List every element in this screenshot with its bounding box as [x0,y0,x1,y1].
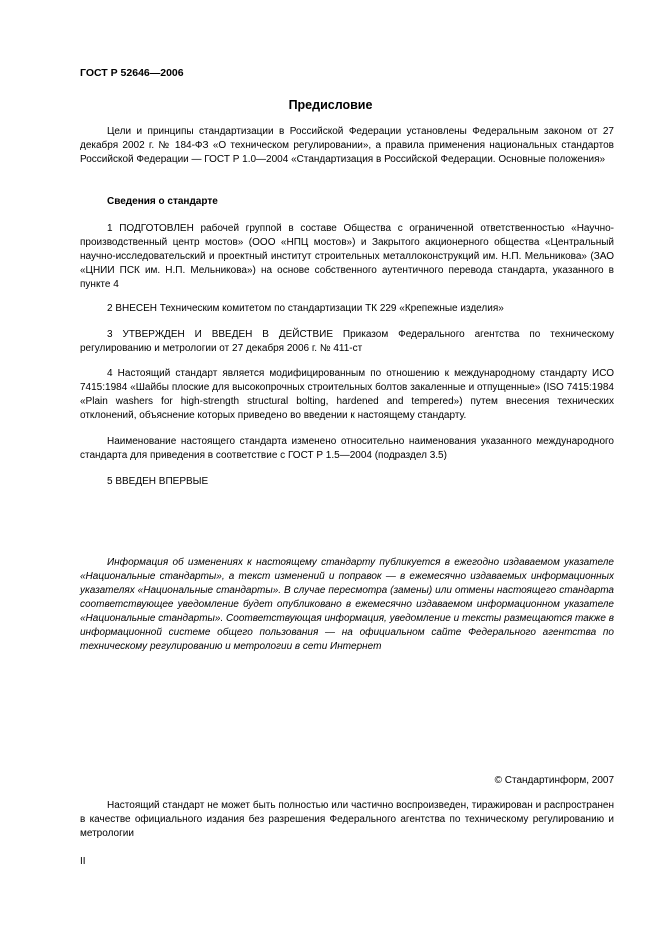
item-5-paragraph: 5 ВВЕДЕН ВПЕРВЫЕ [107,476,209,487]
item-4-note-paragraph: Наименование настоящего стандарта изменено относительно наименования указанного международного стандарта для приведения в соответствие с ГОСТ Р 1.5—2004 (подраздел 3.5) [80,436,614,461]
page-number: II [80,856,86,867]
intro-paragraph: Цели и принципы стандартизации в Российской Федерации установлены Федеральным законом от 27 декабря 2002 г. № 184-ФЗ «О техническом регулировании», а правила применения национальных стандартов Российской Федерации — ГОСТ Р 1.0—2004 «Стандартизация в Российской Федерации. Основные положения» [80,126,614,165]
reproduction-notice: Настоящий стандарт не может быть полностью или частично воспроизведен, тиражирован и распространен в качестве официального издания без разрешения Федерального агентства по техническому регулированию и метрологии [80,800,614,839]
item-4-paragraph: 4 Настоящий стандарт является модифицированным по отношению к международному стандарту ИСО 7415:1984 «Шайбы плоские для высокопрочных строительных болтов закаленные и отпущенные» (ISO 7415:1984 «Plain washers for high-strength structural bolting, hardened and tempered») путем внесения технических отклонений, объяснение которых приведено во введении к настоящему стандарту. [80,368,614,421]
info-heading: Сведения о стандарте [107,196,218,207]
item-1-paragraph: 1 ПОДГОТОВЛЕН рабочей группой в составе Общества с ограниченной ответственностью «Научно-производственный центр мостов» (ООО «НПЦ мостов») и Закрытого акционерного общества «Центральный научно-исследовательский и проектный институт строительных металлоконструкций им. Н.П. Мельникова» (ЗАО «ЦНИИ ПСК им. Н.П. Мельникова») на основе собственного аутентичного перевода стандарта, указанного в пункте 4 [80,223,614,290]
item-3-paragraph: 3 УТВЕРЖДЕН И ВВЕДЕН В ДЕЙСТВИЕ Приказом Федерального агентства по техническому регулированию и метрологии от 27 декабря 2006 г. № 411-ст [80,329,614,354]
item-2-paragraph: 2 ВНЕСЕН Техническим комитетом по стандартизации ТК 229 «Крепежные изделия» [107,303,504,314]
page-title: Предисловие [288,98,373,112]
copyright-line: © Стандартинформ, 2007 [494,775,614,786]
document-id: ГОСТ Р 52646—2006 [80,67,184,79]
changes-notice: Информация об изменениях к настоящему стандарту публикуется в ежегодно издаваемом указателе «Национальные стандарты», а текст изменений и поправок — в ежемесячно издаваемых информационных указателях «Национальные стандарты». В случае пересмотра (замены) или отмены настоящего стандарта соответствующее уведомление будет опубликовано в ежемесячно издаваемом информационном указателе «Национальные стандарты». Соответствующая информация, уведомление и тексты размещаются также в информационной системе общего пользования — на официальном сайте Федерального агентства по техническому регулированию и метрологии в сети Интернет [80,557,614,652]
